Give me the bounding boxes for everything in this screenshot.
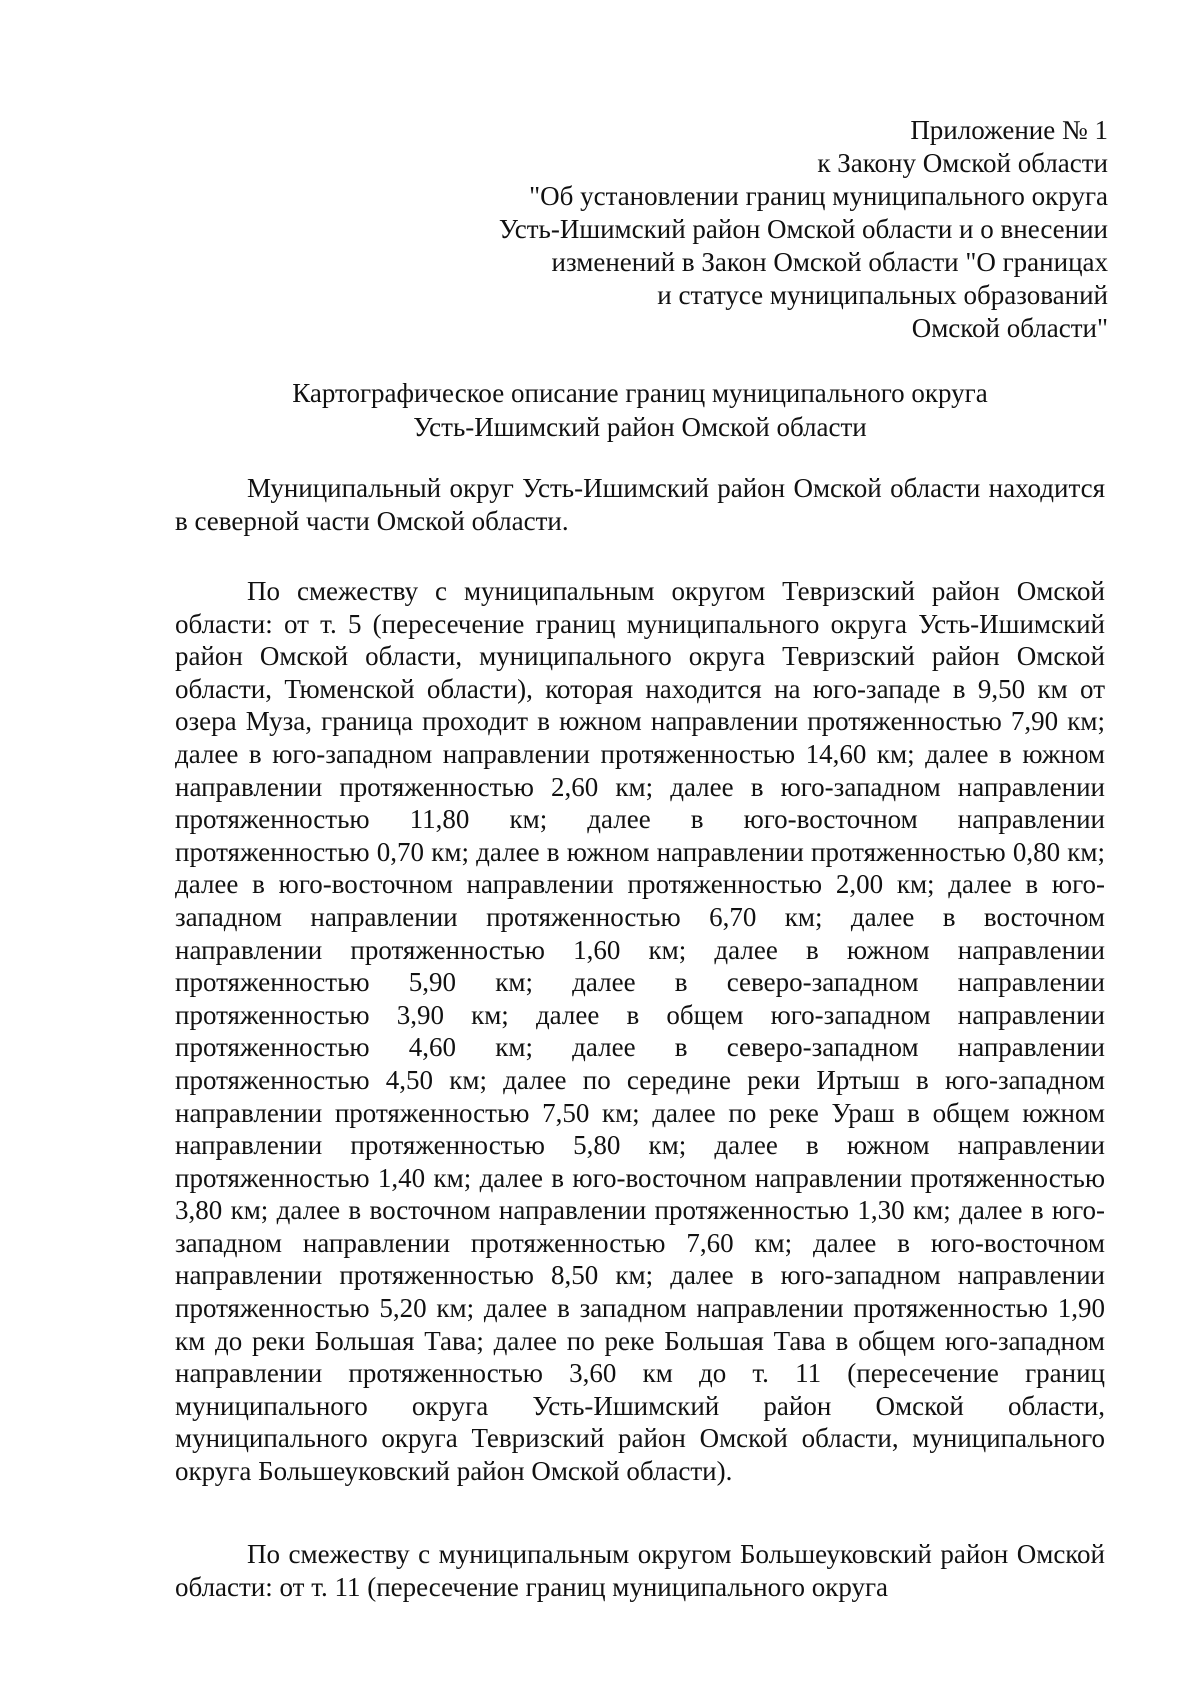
appendix-line: Усть-Ишимский район Омской области и о внесении — [498, 214, 1108, 244]
appendix-line: Омской области" — [911, 313, 1108, 343]
title-line: Картографическое описание границ муниципального округа — [292, 378, 988, 408]
appendix-line: "Об установлении границ муниципального округа — [529, 181, 1108, 211]
appendix-header — [388, 114, 1108, 345]
appendix-line: и статусе муниципальных образований — [657, 280, 1108, 310]
appendix-line: изменений в Закон Омской области "О границах — [551, 247, 1108, 277]
title-line: Усть-Ишимский район Омской области — [413, 412, 867, 442]
paragraph-tevriz-border: По смежеству с муниципальным округом Тевризский район Омской области: от т. 5 (пересечение границ муниципального округа Усть-Ишимский район Омской области, муниципального округа Тевризский район Омской области, Тюменской области), которая находится на юго-западе в 9,50 км от озера Муза, граница проходит в южном направлении протяженностью 7,90 км; далее в юго-западном направлении протяженностью 14,60 км; далее в южном направлении протяженностью 2,60 км; далее в юго-западном направлении протяженностью 11,80 км; далее в юго-восточном направлении протяженностью 0,70 км; далее в южном направлении протяженностью 0,80 км; далее в юго-восточном направлении протяженностью 2,00 км; далее в юго-западном направлении протяженностью 6,70 км; далее в восточном направлении протяженностью 1,60 км; далее в южном направлении протяженностью 5,90 км; далее в северо-западном направлении протяженностью 3,90 км; далее в общем юго-западном направлении протяженностью 4,60 км; далее в северо-западном направлении протяженностью 4,50 км; далее по середине реки Иртыш в юго-западном направлении протяженностью 7,50 км; далее по реке Ураш в общем южном направлении протяженностью 5,80 км; далее в южном направлении протяженностью 1,40 км; далее в юго-восточном направлении протяженностью 3,80 км; далее в восточном направлении протяженностью 1,30 км; далее в юго-западном направлении протяженностью 7,60 км; далее в юго-восточном направлении протяженностью 8,50 км; далее в юго-западном направлении протяженностью 5,20 км; далее в западном направлении протяженностью 1,90 км до реки Большая Тава; далее по реке Большая Тава в общем юго-западном направлении протяженностью 3,60 км до т. 11 (пересечение границ муниципального округа Усть-Ишимский район Омской области, муниципального округа Тевризский район Омской области, муниципального округа Большеуковский район Омской области). — [175, 576, 1105, 1487]
paragraph-location: Муниципальный округ Усть-Ишимский район Омской области находится в северной части Омской области. — [175, 473, 1105, 536]
paragraph-bolsheukovsky-border: По смежеству с муниципальным округом Большеуковский район Омской области: от т. 11 (пересечение границ муниципального округа — [175, 1539, 1105, 1602]
appendix-line: Приложение № 1 — [910, 115, 1108, 145]
document-title — [172, 376, 1108, 444]
appendix-line: к Закону Омской области — [817, 148, 1108, 178]
